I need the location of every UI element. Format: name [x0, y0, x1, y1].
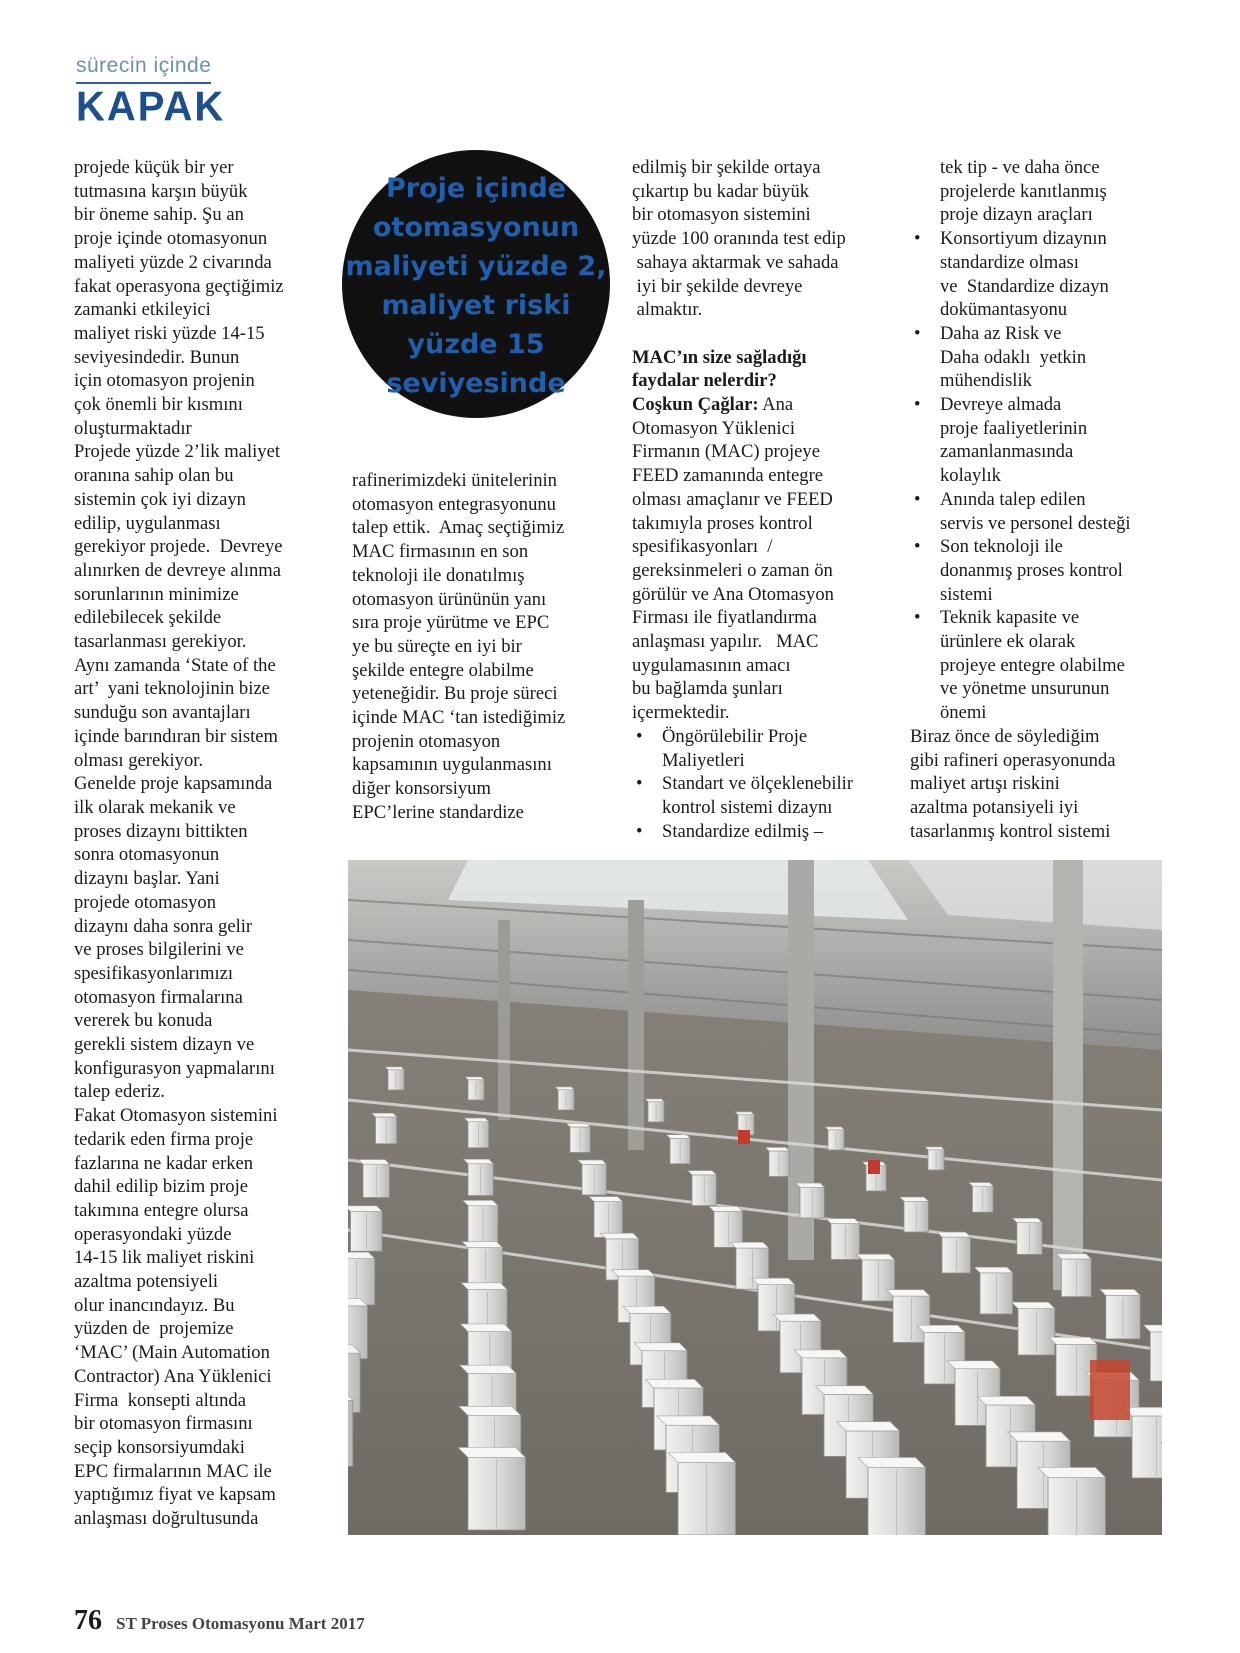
text-line: Genelde proje kapsamında	[74, 773, 273, 795]
text-line: Fakat Otomasyon sistemini	[74, 1105, 278, 1127]
text-line: fazlarına ne kadar erken	[74, 1152, 254, 1174]
text-line: sunduğu son avantajları	[74, 702, 251, 724]
text-line: Aynı zamanda ‘State of the	[74, 654, 276, 676]
text-line: seviyesindedir. Bunun	[74, 346, 240, 368]
text-line: olması amaçlanır ve FEED	[632, 488, 833, 510]
text-line: içinde MAC ‘tan istediğimiz	[352, 707, 566, 729]
speaker-name: Coşkun Çağlar:	[632, 394, 759, 416]
text-line: sahaya aktarmak ve sahada	[632, 251, 839, 273]
text-line: MAC firmasının en son	[352, 541, 529, 563]
text-column-4	[910, 156, 1180, 843]
page-footer	[74, 1605, 365, 1637]
list-item: • Anında talep edilen servis ve personel desteği	[910, 488, 1180, 535]
text-line: içinde barındıran bir sistem	[74, 725, 278, 747]
text-line: edilmiş bir şekilde ortaya	[632, 157, 821, 178]
text-line: takımıyla proses kontrol	[632, 512, 813, 534]
text-line: bu bağlamda şunları	[632, 678, 783, 700]
text-line: Firma konsepti altında	[74, 1389, 246, 1411]
list-item: • Devreye almada proje faaliyetlerinin zamanlanmasında kolaylık	[910, 393, 1180, 488]
page-number: 76	[74, 1605, 102, 1636]
text-line: olur inancındayız. Bu	[74, 1294, 235, 1316]
warehouse-cabinets-photo	[348, 860, 1162, 1535]
text-line: ye bu süreçte en iyi bir	[352, 635, 522, 657]
text-line: dizaynı başlar. Yani	[74, 868, 220, 890]
list-item: • Standardize edilmiş –	[632, 820, 890, 844]
text-line: diğer konsorsiyum	[352, 778, 491, 800]
list-item: • Standart ve ölçeklenebilir kontrol sistemi dizaynı	[632, 772, 890, 819]
text-line: Contractor) Ana Yüklenici	[74, 1365, 272, 1387]
text-line: konfigurasyon yapmalarını	[74, 1057, 275, 1079]
interview-answer-start: Coşkun Çağlar: Ana	[632, 394, 794, 416]
text-line: otomasyon entegrasyonunu	[352, 493, 556, 515]
text-line: projede otomasyon	[74, 891, 217, 913]
text-line: proses dizaynı bittikten	[74, 820, 248, 842]
text-line: sıra proje yürütme ve EPC	[352, 612, 550, 634]
text-line: 14-15 lik maliyet riskini	[74, 1247, 255, 1269]
text-line: görülür ve Ana Otomasyon	[632, 583, 834, 605]
page-header	[76, 54, 226, 131]
text-line: azaltma potensiyeli	[74, 1271, 219, 1293]
text-line: bir otomasyon firmasını	[74, 1413, 253, 1435]
text-line: sorunlarının minimize	[74, 583, 239, 605]
text-line: sonra otomasyonun	[74, 844, 220, 866]
text-line: çıkartıp bu kadar büyük	[632, 180, 810, 202]
text-line: EPC firmalarının MAC ile	[74, 1460, 272, 1482]
text-line: seçip konsorsiyumdaki	[74, 1436, 245, 1458]
interview-question: MAC’ın size sağladığı	[632, 346, 807, 368]
pull-quote	[342, 150, 610, 418]
text-line: almaktır.	[632, 299, 703, 321]
text-line: otomasyon firmalarına	[74, 986, 243, 1008]
text-line: talep ettik. Amaç seçtiğimiz	[352, 517, 565, 539]
text-line: çok önemli bir kısmını	[74, 394, 243, 416]
text-line: yüzden de projemize	[74, 1318, 234, 1340]
list-item: • Daha az Risk ve Daha odaklı yetkin mühendislik	[910, 322, 1180, 393]
text-line: yeteneğidir. Bu proje süreci	[352, 683, 558, 705]
text-line: spesifikasyonlarımızı	[74, 962, 234, 984]
text-line: art’ yani teknolojinin bize	[74, 678, 270, 700]
text-line: proje içinde otomasyonun	[74, 228, 268, 250]
text-line: Otomasyon Yüklenici	[632, 417, 796, 439]
text-line: operasyondaki yüzde	[74, 1223, 232, 1245]
text-line: anlaşması yapılır. MAC	[632, 631, 819, 653]
text-line: sistemin çok iyi dizayn	[74, 488, 246, 510]
text-line: olması gerekiyor.	[74, 749, 204, 771]
list-continuation: tek tip - ve daha önce projelerde kanıtlanmış proje dizayn araçları	[940, 157, 1107, 226]
text-line: dahil edilip bizim proje	[74, 1176, 249, 1198]
text-line: takımına entegre olursa	[74, 1199, 249, 1221]
text-line: alınırken de devreye alınma	[74, 559, 282, 581]
text-line: şekilde entegre olabilme	[352, 659, 534, 681]
text-line: oranına sahip olan bu	[74, 465, 234, 487]
text-line: ilk olarak mekanik ve	[74, 796, 236, 818]
text-line: için otomasyon projenin	[74, 370, 255, 392]
text-line: fakat operasyona geçtiğimiz	[74, 275, 284, 297]
text-line: gereksinmeleri o zaman ön	[632, 559, 833, 581]
text-line: tutmasına karşın büyük	[74, 180, 248, 202]
text-line: anlaşması doğrultusunda	[74, 1508, 259, 1530]
text-line: yüzde 100 oranında test edip	[632, 228, 846, 250]
text-line: tasarlanması gerekiyor.	[74, 631, 247, 653]
text-line: ve proses bilgilerini ve	[74, 939, 244, 961]
text-line: yaptığımız fiyat ve kapsam	[74, 1484, 276, 1506]
text-line: talep ederiz.	[74, 1081, 165, 1103]
section-title: KAPAK	[76, 83, 226, 131]
text-line: içermektedir.	[632, 702, 730, 724]
benefit-list	[910, 227, 1180, 725]
text-line: maliyeti yüzde 2 civarında	[74, 251, 272, 273]
text-line: EPC’lerine standardize	[352, 801, 524, 823]
list-item: • Öngörülebilir Proje Maliyetleri	[632, 725, 890, 772]
text-line: bir otomasyon sistemini	[632, 204, 811, 226]
benefit-list	[632, 725, 890, 844]
text-column-3	[632, 156, 890, 843]
text-line: maliyet riski yüzde 14-15	[74, 322, 265, 344]
photo-illustration	[348, 860, 1162, 1535]
text-line: oluşturmaktadır	[74, 417, 192, 439]
text-line: gerekli sistem dizayn ve	[74, 1034, 255, 1056]
text-line: iyi bir şekilde devreye	[632, 275, 803, 297]
text-line: edilebilecek şekilde	[74, 607, 222, 629]
text-line: Projede yüzde 2’lik maliyet	[74, 441, 281, 463]
text-line: projede küçük bir yer	[74, 157, 234, 178]
text-line: bir öneme sahip. Şu an	[74, 204, 244, 226]
text-line: spesifikasyonları /	[632, 536, 773, 558]
text-line: zamanki etkileyici	[74, 299, 211, 321]
text-line: dizaynı daha sonra gelir	[74, 915, 253, 937]
text-line: edilip, uygulanması	[74, 512, 221, 534]
section-kicker: sürecin içinde	[76, 54, 211, 84]
text-line: projenin otomasyon	[352, 730, 501, 752]
text-column-2	[352, 469, 604, 825]
text-line: FEED zamanında entegre	[632, 465, 824, 487]
text-line: Firması ile fiyatlandırma	[632, 607, 817, 629]
text-line: teknoloji ile donatılmış	[352, 564, 525, 586]
text-line: tedarik eden firma proje	[74, 1128, 254, 1150]
text-line: uygulamasının amacı	[632, 654, 791, 676]
list-item: • Teknik kapasite ve ürünlere ek olarak projeye entegre olabilme ve yönetme unsurunun önemi	[910, 606, 1180, 725]
text-line: kapsamının uygulanmasını	[352, 754, 552, 776]
text-line: Firmanın (MAC) projeye	[632, 441, 820, 463]
interview-question: faydalar nelerdir?	[632, 370, 777, 392]
text-line: gerekiyor projede. Devreye	[74, 536, 283, 558]
pull-quote-text: Proje içinde otomasyonun maliyeti yüzde 2, maliyet riski yüzde 15 seviyesinde	[345, 173, 607, 399]
list-item: • Son teknoloji ile donanmış proses kontrol sistemi	[910, 535, 1180, 606]
text-column-1	[74, 156, 324, 1531]
text-line: rafinerimizdeki ünitelerinin	[352, 470, 557, 491]
text-line: ‘MAC’ (Main Automation	[74, 1342, 270, 1364]
text-line: otomasyon ürününün yanı	[352, 588, 547, 610]
text-line: vererek bu konuda	[74, 1010, 213, 1032]
publication-name: ST Proses Otomasyonu Mart 2017	[116, 1614, 365, 1633]
list-item: • Konsortiyum dizaynın standardize olması ve Standardize dizayn dokümantasyonu	[910, 227, 1180, 322]
closing-paragraph: Biraz önce de söylediğim gibi rafineri operasyonunda maliyet artışı riskini azaltma potansiyeli iyi tasarlanmış kontrol sistemi	[910, 725, 1116, 842]
